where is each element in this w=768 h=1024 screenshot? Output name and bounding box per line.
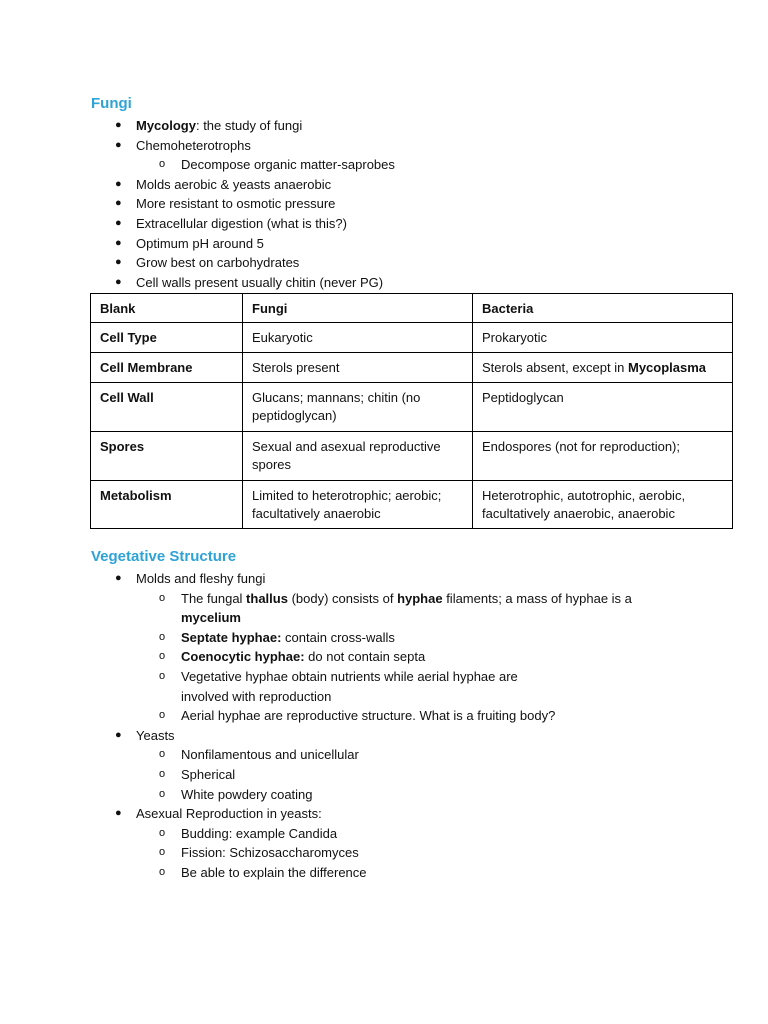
vegetative-bullet-list (91, 569, 731, 883)
sub-bullet-icon: o (159, 767, 166, 780)
bullet-icon: ● (115, 728, 122, 741)
sub-bullet-icon: o (159, 709, 166, 722)
bullet-icon: ● (115, 256, 122, 269)
table-header-row (91, 294, 733, 323)
sub-list-item: o Spherical (91, 765, 731, 785)
sub-bullet-icon: o (159, 669, 166, 682)
table-cell: Heterotrophic, autotrophic, aerobic, facultatively anaerobic, anaerobic (473, 481, 733, 529)
table-cell: Eukaryotic (243, 323, 473, 353)
list-item: ● Molds aerobic & yeasts anaerobic (91, 175, 731, 195)
sub-list-item: o Vegetative hyphae obtain nutrients while aerial hyphae are involved with reproduction (159, 668, 518, 704)
sub-list-item: o Coenocytic hyphae: do not contain septa (91, 647, 731, 667)
list-item: ● Yeasts (91, 726, 731, 746)
table-row (91, 481, 733, 529)
sub-bullet-icon: o (159, 787, 166, 800)
bullet-icon: ● (115, 236, 122, 249)
sub-bullet-icon: o (159, 846, 166, 859)
list-item: ● Mycology: the study of fungi (91, 116, 731, 136)
sub-list-item: o Fission: Schizosaccharomyces (91, 843, 731, 863)
row-label: Spores (91, 432, 243, 481)
list-item: ● Extracellular digestion (what is this?) (91, 214, 731, 234)
sub-bullet-icon: o (159, 865, 166, 878)
comparison-table (90, 293, 733, 529)
table-cell: Endospores (not for reproduction); (473, 432, 733, 481)
sub-list-item: o Decompose organic matter-saprobes (91, 155, 731, 175)
table-row (91, 383, 733, 432)
table-cell: Limited to heterotrophic; aerobic; facultatively anaerobic (243, 481, 473, 529)
bullet-icon: ● (115, 138, 122, 151)
row-label: Metabolism (91, 481, 243, 529)
table-cell: Glucans; mannans; chitin (no peptidoglycan) (243, 383, 473, 432)
list-item: ● Asexual Reproduction in yeasts: (91, 804, 731, 824)
bullet-icon: ● (115, 177, 122, 190)
sub-bullet-icon: o (159, 748, 166, 761)
table-row (91, 353, 733, 383)
sub-list-item: o The fungal thallus (body) consists of hyphae filaments; a mass of hyphae is a mycelium (159, 590, 632, 626)
sub-list-item: o Septate hyphae: contain cross-walls (91, 628, 731, 648)
table-cell: Sexual and asexual reproductive spores (243, 432, 473, 481)
sub-list-item: o White powdery coating (91, 785, 731, 805)
header-cell: Bacteria (473, 294, 733, 323)
bullet-icon: ● (115, 197, 122, 210)
sub-bullet-icon: o (159, 650, 166, 663)
vegetative-structure-heading: Vegetative Structure (91, 548, 237, 565)
list-item: ● More resistant to osmotic pressure (91, 194, 731, 214)
list-item: ● Molds and fleshy fungi (91, 569, 731, 589)
header-cell: Blank (91, 294, 243, 323)
table-row (91, 323, 733, 353)
row-label: Cell Type (91, 323, 243, 353)
bullet-icon: ● (115, 807, 122, 820)
table-row (91, 432, 733, 481)
fungi-bullet-list (91, 116, 731, 292)
header-cell: Fungi (243, 294, 473, 323)
table-cell: Sterols absent, except in Mycoplasma (473, 353, 733, 383)
list-item: ● Cell walls present usually chitin (never PG) (91, 273, 731, 293)
sub-list-item: o Budding: example Candida (91, 824, 731, 844)
fungi-heading: Fungi (91, 95, 132, 112)
bullet-icon: ● (115, 572, 122, 584)
row-label: Cell Membrane (91, 353, 243, 383)
table-cell: Peptidoglycan (473, 383, 733, 432)
table-cell: Prokaryotic (473, 323, 733, 353)
bullet-icon: ● (115, 275, 122, 288)
sub-list-item: o Be able to explain the difference (91, 863, 731, 883)
sub-bullet-icon: o (159, 630, 166, 643)
list-item: ● Grow best on carbohydrates (91, 253, 731, 273)
list-item: ● Optimum pH around 5 (91, 234, 731, 254)
list-item: ● Chemoheterotrophs (91, 136, 731, 156)
sub-bullet-icon: o (159, 591, 166, 604)
sub-list-item: o Nonfilamentous and unicellular (91, 745, 731, 765)
table-cell: Sterols present (243, 353, 473, 383)
bullet-icon: ● (115, 216, 122, 229)
sub-bullet-icon: o (159, 826, 166, 839)
bullet-icon: ● (115, 119, 122, 131)
sub-bullet-icon: o (159, 158, 166, 171)
row-label: Cell Wall (91, 383, 243, 432)
sub-list-item: o Aerial hyphae are reproductive structure. What is a fruiting body? (91, 706, 731, 726)
